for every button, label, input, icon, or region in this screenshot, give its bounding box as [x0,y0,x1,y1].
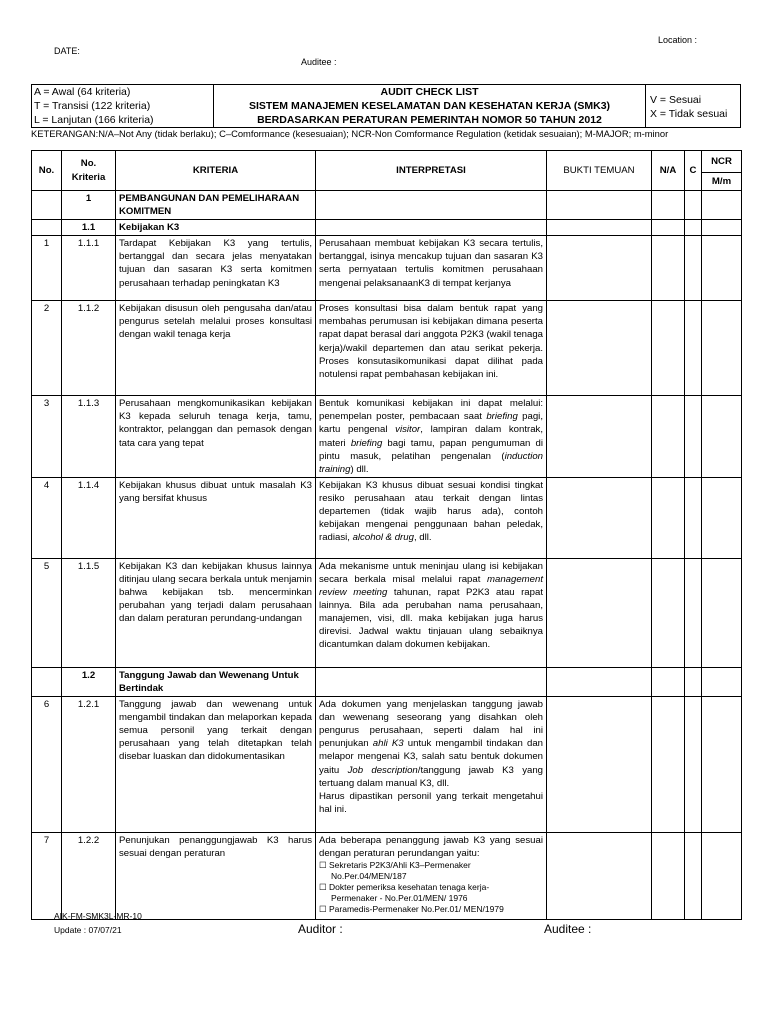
bukti-cell[interactable] [547,236,652,301]
c-cell[interactable] [685,697,702,833]
interpretation-text: Bentuk komunikasi kebijakan ini dapat melalui: penempelan poster, pembacaan saat briefing pagi, kartu pengenal visitor, lampiran dalam kontrak, materi briefing bagi tamu, papan pengumuman di pintu masuk, pelatihan pengenalan (induction training) dll. [316,396,547,478]
ncr-cell[interactable] [702,396,742,478]
na-cell[interactable] [652,833,685,920]
criteria-code: 1.2.1 [62,697,116,833]
interpretation-text: Kebijakan K3 khusus dibuat sesuai kondisi tingkat resiko perusahaan atau terkait dengan lintas departemen (tidak wajib harus ada), contoh kebijakan mengenai penggunaan bahan peledak, radiasi, alcohol & drug, dll. [316,477,547,558]
c-cell[interactable] [685,558,702,667]
section-row [32,191,742,220]
col-header-no-kriteria: No. Kriteria [62,151,116,191]
auditor-signature-label: Auditor : [298,922,343,936]
ncr-cell[interactable] [702,477,742,558]
criteria-code: 1.1.4 [62,477,116,558]
interpretation-text: Perusahaan membuat kebijakan K3 secara tertulis, bertanggal, isinya mencakup tujuan dan sasaran K3 serta pernyataan tertulis komitmen perusahaan mengenai pelaksanaanK3 di tempat kerjanya [316,236,547,301]
ncr-cell[interactable] [702,697,742,833]
criteria-text: Kebijakan K3 dan kebijakan khusus lainnya ditinjau ulang secara berkala untuk menjamin bahwa kebijakan tsb. mencerminkan perubahan yang terjadi dalam perusahaan dan dalam peraturan perundang-undangan [116,558,316,667]
bukti-cell[interactable] [547,477,652,558]
section-row [32,667,742,696]
criteria-text: Tardapat Kebijakan K3 yang tertulis, bertanggal dan secara jelas menyatakan tujuan dan sasaran K3 serta komitmen perusahaan terhadap peningkatan K3 [116,236,316,301]
criteria-text: Kebijakan disusun oleh pengusaha dan/atau pengurus setelah melalui proses konsultasi dengan wakil tenaga kerja [116,301,316,396]
section-number: 1 [62,191,116,220]
date-label: DATE: [54,46,80,56]
criteria-code: 1.1.2 [62,301,116,396]
table-row [32,396,742,478]
col-header-interpretasi: INTERPRETASI [316,151,547,191]
bullet-item: ☐ Sekretaris P2K3/Ahli K3–Permenaker [319,860,471,871]
row-number: 1 [32,236,62,301]
col-header-mm: M/m [702,173,742,191]
square-bullet-icon: ☐ [319,882,327,893]
col-header-no: No. [32,151,62,191]
title-line-1: AUDIT CHECK LIST [380,86,479,98]
ncr-cell[interactable] [702,558,742,667]
c-cell[interactable] [685,833,702,920]
auditee-signature-label: Auditee : [544,922,592,936]
col-header-c: C [685,151,702,191]
criteria-text: Penunjukan penanggungjawab K3 harus sesuai dengan peraturan [116,833,316,920]
row-number: 5 [32,558,62,667]
document-code: AIK-FM-SMK3L-MR-10 [54,911,142,921]
na-cell[interactable] [652,236,685,301]
title-line-3: BERDASARKAN PERATURAN PEMERINTAH NOMOR 50 TAHUN 2012 [257,114,602,126]
level-lanjutan: L = Lanjutan (166 kriteria) [34,114,154,126]
legend-tidak-sesuai: X = Tidak sesuai [650,108,728,120]
title-line-2: SISTEM MANAJEMEN KESELAMATAN DAN KESEHATAN KERJA (SMK3) [248,100,611,112]
criteria-text: Kebijakan khusus dibuat untuk masalah K3 yang bersifat khusus [116,477,316,558]
level-legend [32,85,214,127]
col-header-ncr: NCR [702,151,742,173]
section-title: Kebijakan K3 [116,220,316,236]
criteria-code: 1.1.5 [62,558,116,667]
bukti-cell[interactable] [547,697,652,833]
section-number: 1.2 [62,667,116,696]
keterangan-note: KETERANGAN:N/A–Not Any (tidak berlaku); C–Comformance (kesesuaian); NCR-Non Comformance Regulation (ketidak sesuaian); M-MAJOR; m-minor [31,128,669,139]
section-title: Tanggung Jawab dan Wewenang Untuk Bertindak [116,667,316,696]
table-row [32,236,742,301]
legend-sesuai: V = Sesuai [650,94,702,106]
bullet-item: ☐ Paramedis-Permenaker No.Per.01/ MEN/1979 [319,904,504,915]
location-label: Location : [658,35,698,45]
bukti-cell[interactable] [547,833,652,920]
ncr-cell[interactable] [702,833,742,920]
document-title [214,85,646,127]
row-number: 7 [32,833,62,920]
na-cell[interactable] [652,697,685,833]
criteria-code: 1.1.1 [62,236,116,301]
row-number: 4 [32,477,62,558]
criteria-text: Tanggung jawab dan wewenang untuk mengambil tindakan dan melaporkan kepada semua personil yang terkait dengan perusahaan yang telah ditetapkan telah disebar luaskan dan didokumentasikan [116,697,316,833]
interpretation-text: Ada dokumen yang menjelaskan tanggung jawab dan wewenang seseorang yang disahkan oleh pengurus perusahaan, seperti dalam hal ini penunjukan ahli K3 untuk mengambil tindakan dan melapor mengenai K3, salah satu bentuk dokumen yaitu Job description/tanggung jawab K3 yang tertuang dalam manual K3, dll. Harus dipastikan personil yang terkait mengetahui hal ini. [316,697,547,833]
na-cell[interactable] [652,301,685,396]
ncr-cell[interactable] [702,301,742,396]
criteria-code: 1.1.3 [62,396,116,478]
table-row [32,697,742,833]
row-number: 6 [32,697,62,833]
table-row [32,833,742,920]
bullet-item: ☐ Dokter pemeriksa kesehatan tenaga kerja- [319,882,490,893]
na-cell[interactable] [652,477,685,558]
ncr-cell[interactable] [702,236,742,301]
criteria-code: 1.2.2 [62,833,116,920]
section-row [32,220,742,236]
interpretation-text: Ada beberapa penanggung jawab K3 yang sesuai dengan peraturan perundangan yaitu: ☐ Sekretaris P2K3/Ahli K3–Permenaker No.Per.04/MEN/187 ☐ Dokter pemeriksa kesehatan tenaga kerja- Permenaker - No.Per.01/MEN/ 1976 ☐ Paramedis-Permenaker No.Per.01/ MEN/1979 [316,833,547,920]
auditee-top-label: Auditee : [301,57,337,67]
c-cell[interactable] [685,477,702,558]
na-cell[interactable] [652,396,685,478]
col-header-bukti-temuan: BUKTI TEMUAN [547,151,652,191]
bukti-cell[interactable] [547,558,652,667]
row-number: 3 [32,396,62,478]
audit-checklist-table [31,150,742,920]
row-number: 2 [32,301,62,396]
interpretation-text: Ada mekanisme untuk meninjau ulang isi kebijakan secara berkala misal melalui rapat management review meeting tahunan, rapat P2K3 atau rapat lainnya. Bila ada perubahan nama perusahaan, manajemen, visi, dll. maka kebijakan juga harus direvisi. Jadwal waktu tinjauan ulang sebaiknya dicantumkan dalam dokumen kebijakan. [316,558,547,667]
table-row [32,558,742,667]
level-awal: A = Awal (64 kriteria) [34,86,131,98]
bukti-cell[interactable] [547,396,652,478]
audit-header [31,84,741,128]
table-row [32,301,742,396]
section-title: PEMBANGUNAN DAN PEMELIHARAAN KOMITMEN [116,191,316,220]
table-row [32,477,742,558]
col-header-na: N/A [652,151,685,191]
c-cell[interactable] [685,396,702,478]
interpretation-text: Proses konsultasi bisa dalam bentuk rapat yang membahas perumusan isi kebijakan dimana peserta rapat dapat berasal dari anggota P2K3 (wakil tenaga kerja)/wakil departemen dan atau serikat pekerja. Proses konsutasikomunikasi dapat dilihat pada notulensi rapat pembahasan kebijakan ini. [316,301,547,396]
section-number: 1.1 [62,220,116,236]
mark-legend [646,85,740,127]
c-cell[interactable] [685,301,702,396]
c-cell[interactable] [685,236,702,301]
bukti-cell[interactable] [547,301,652,396]
criteria-text: Perusahaan mengkomunikasikan kebijakan K3 kepada seluruh tenaga kerja, tamu, kontraktor, pelanggan dan pemasok dengan tata cara yang tepat [116,396,316,478]
col-header-kriteria: KRITERIA [116,151,316,191]
level-transisi: T = Transisi (122 kriteria) [34,100,151,112]
na-cell[interactable] [652,558,685,667]
square-bullet-icon: ☐ [319,860,327,871]
update-date: Update : 07/07/21 [54,925,122,935]
square-bullet-icon: ☐ [319,904,327,915]
